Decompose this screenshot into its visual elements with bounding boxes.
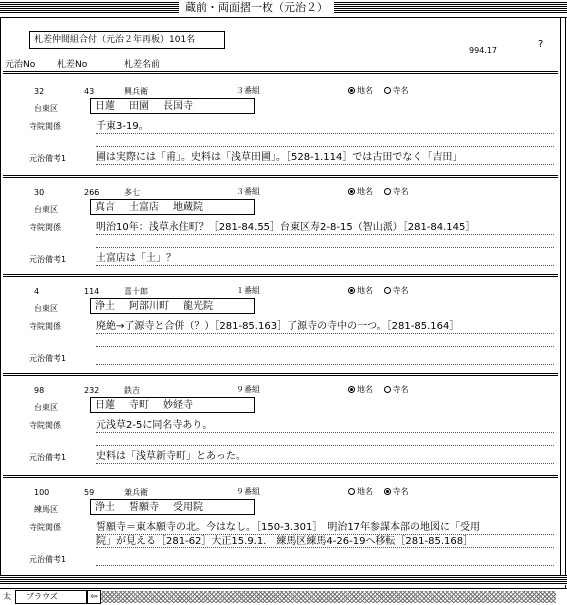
record-block <box>0 478 560 576</box>
relation-underline <box>96 333 554 334</box>
genji-note-label: 元治備考1 <box>29 154 67 163</box>
temple-relation-label: 寺院関係 <box>29 523 61 532</box>
radio-circle-icon[interactable] <box>348 188 355 195</box>
temple: 地蔵院 <box>173 202 203 213</box>
relation-underline <box>96 146 554 147</box>
horizontal-scrollbar-track[interactable] <box>101 591 556 603</box>
date-value: 994.17 <box>469 46 497 55</box>
note-underline <box>96 164 554 165</box>
temple-relation-text[interactable]: 明治10年：浅草永住町？［281-84.55］台東区寿2-8-15（智山派）［281-84.145］ <box>96 222 476 233</box>
place: 寺町 <box>129 400 149 411</box>
temple: 妙経寺 <box>163 400 193 411</box>
radio-temple-name[interactable]: 寺名 <box>384 487 409 496</box>
fudasashi-name[interactable]: 多七 <box>124 188 140 197</box>
place-temple-radio-group[interactable] <box>348 86 417 96</box>
relation-underline <box>96 432 554 433</box>
record-block <box>0 277 560 375</box>
radio-circle-icon[interactable] <box>348 488 355 495</box>
radio-circle-icon[interactable] <box>384 287 391 294</box>
group-label-box: 札差仲間組合付（元治２年再板）101名 <box>29 31 225 49</box>
note-underline <box>96 463 554 464</box>
temple-relation-label: 寺院関係 <box>29 223 61 232</box>
fudasashi-no[interactable]: 59 <box>84 488 95 497</box>
note-underline <box>96 364 554 365</box>
relation-underline <box>96 234 554 235</box>
bottom-band <box>0 575 567 585</box>
temple-name-field[interactable] <box>90 397 255 413</box>
relation-underline <box>96 247 554 248</box>
genji-note-label: 元治備考1 <box>29 453 67 462</box>
genji-no[interactable]: 98 <box>34 386 45 395</box>
sect: 日蓮 <box>95 400 115 411</box>
temple-relation-text[interactable]: 元浅草2-5に同名寺あり。 <box>96 420 213 431</box>
ward[interactable]: 台東区 <box>34 304 58 313</box>
group-number[interactable]: ３番組 <box>236 187 260 196</box>
temple-relation-text[interactable]: 誓願寺＝東本願寺の北。今はなし。［150-3.301］ 明治17年参謀本部の地図に「受用 <box>96 522 481 533</box>
temple-relation-text[interactable]: 千東3-19。 <box>96 121 149 132</box>
temple-name-field[interactable] <box>90 499 255 515</box>
temple-relation-text[interactable]: 院」が見える［281-62］大正15.9.1. 練馬区練馬4-26-19へ移転［281-85.168］ <box>96 536 474 547</box>
fudasashi-no[interactable]: 43 <box>84 87 95 96</box>
fudasashi-name[interactable]: 兼兵衛 <box>124 488 148 497</box>
sect: 日蓮 <box>95 101 115 112</box>
radio-circle-icon[interactable] <box>348 87 355 94</box>
ward[interactable]: 台東区 <box>34 104 58 113</box>
scroll-left-arrow-icon[interactable]: ⇦ <box>87 590 101 604</box>
record-block <box>0 178 560 276</box>
genji-note-label: 元治備考1 <box>29 255 67 264</box>
fudasashi-name[interactable]: 喜十郎 <box>124 287 148 296</box>
group-number[interactable]: ９番組 <box>236 385 260 394</box>
temple-name-field[interactable] <box>90 98 255 114</box>
sect: 真言 <box>95 202 115 213</box>
genji-note-label: 元治備考1 <box>29 354 67 363</box>
radio-place-name[interactable]: 地名 <box>348 487 373 496</box>
genji-no[interactable]: 4 <box>34 287 40 296</box>
radio-temple-name[interactable]: 寺名 <box>384 286 409 295</box>
window-title: 蔵前・両面摺一枚（元治２） <box>179 1 334 15</box>
mode-label: ブラウズ <box>26 592 58 601</box>
place: 阿部川町 <box>129 301 169 312</box>
radio-temple-name[interactable]: 寺名 <box>384 187 409 196</box>
place-temple-radio-group[interactable] <box>348 487 417 497</box>
radio-circle-icon[interactable] <box>384 488 391 495</box>
ward[interactable]: 練馬区 <box>34 505 58 514</box>
radio-circle-icon[interactable] <box>348 287 355 294</box>
column-header-genji-no: 元治No <box>5 60 36 70</box>
genji-note-text[interactable]: 史料は「浅草新寺町」とあった。 <box>96 451 246 462</box>
radio-circle-icon[interactable] <box>384 188 391 195</box>
radio-temple-name[interactable]: 寺名 <box>384 385 409 394</box>
radio-place-name[interactable]: 地名 <box>348 187 373 196</box>
window-frame-right <box>560 17 561 582</box>
fudasashi-no[interactable]: 232 <box>84 386 100 395</box>
place: 誓願寺 <box>129 502 159 513</box>
genji-note-text[interactable]: 圃は実際には「甫」。史料は「浅草田圃」。［528-1.114］では古田でなく「吉田」 <box>96 152 463 163</box>
sect: 浄土 <box>95 301 115 312</box>
temple: 龍光院 <box>183 301 213 312</box>
fudasashi-no[interactable]: 114 <box>84 287 100 296</box>
note-underline <box>96 565 554 566</box>
title-bar <box>0 0 567 18</box>
radio-circle-icon[interactable] <box>348 386 355 393</box>
place: 土富店 <box>129 202 159 213</box>
place-temple-radio-group[interactable] <box>348 187 417 197</box>
temple: 長国寺 <box>163 101 193 112</box>
column-header-fudasashi-no: 札差No <box>57 60 88 70</box>
place: 田園 <box>129 101 149 112</box>
relation-underline <box>96 547 554 548</box>
fudasashi-name[interactable]: 興兵衛 <box>124 87 148 96</box>
radio-temple-name[interactable]: 寺名 <box>384 86 409 95</box>
genji-no[interactable]: 32 <box>34 87 45 96</box>
radio-circle-icon[interactable] <box>384 386 391 393</box>
group-number[interactable]: ９番組 <box>236 487 260 496</box>
radio-place-name[interactable]: 地名 <box>348 286 373 295</box>
genji-note-text[interactable]: 土富店は「土」？ <box>96 253 176 264</box>
place-temple-radio-group[interactable] <box>348 385 417 395</box>
count-mark: 太 <box>3 592 11 601</box>
temple-relation-text[interactable]: 廃絶→了源寺と合併（？）［281-85.163］了源寺の寺中の一つ。［281-85.164］ <box>96 321 460 332</box>
fudasashi-name[interactable]: 鉄吉 <box>124 386 140 395</box>
relation-underline <box>96 445 554 446</box>
relation-underline <box>96 346 554 347</box>
relation-underline <box>96 133 554 134</box>
sect: 浄土 <box>95 502 115 513</box>
temple-name-field[interactable] <box>90 199 255 215</box>
temple: 受用院 <box>173 502 203 513</box>
temple-relation-label: 寺院関係 <box>29 421 61 430</box>
mode-indicator[interactable] <box>15 590 87 604</box>
relation-underline <box>96 534 554 535</box>
fudasashi-no[interactable]: 266 <box>84 188 100 197</box>
place-temple-radio-group[interactable] <box>348 286 417 296</box>
column-header-fudasashi-name: 札差名前 <box>124 60 161 70</box>
record-block <box>0 376 560 474</box>
ward[interactable]: 台東区 <box>34 403 58 412</box>
record-block <box>0 77 560 175</box>
help-mark[interactable]: ? <box>538 39 544 50</box>
note-underline <box>96 265 554 266</box>
window-frame-outer-right <box>565 17 566 604</box>
radio-place-name[interactable]: 地名 <box>348 385 373 394</box>
temple-relation-label: 寺院関係 <box>29 322 61 331</box>
header-separator <box>3 71 558 74</box>
radio-place-name[interactable]: 地名 <box>348 86 373 95</box>
group-number[interactable]: ３番組 <box>236 86 260 95</box>
radio-circle-icon[interactable] <box>384 87 391 94</box>
ward[interactable]: 台東区 <box>34 205 58 214</box>
genji-no[interactable]: 100 <box>34 488 50 497</box>
group-number[interactable]: １番組 <box>236 286 260 295</box>
temple-name-field[interactable] <box>90 298 255 314</box>
genji-no[interactable]: 30 <box>34 188 45 197</box>
temple-relation-label: 寺院関係 <box>29 122 61 131</box>
genji-note-label: 元治備考1 <box>29 555 67 564</box>
